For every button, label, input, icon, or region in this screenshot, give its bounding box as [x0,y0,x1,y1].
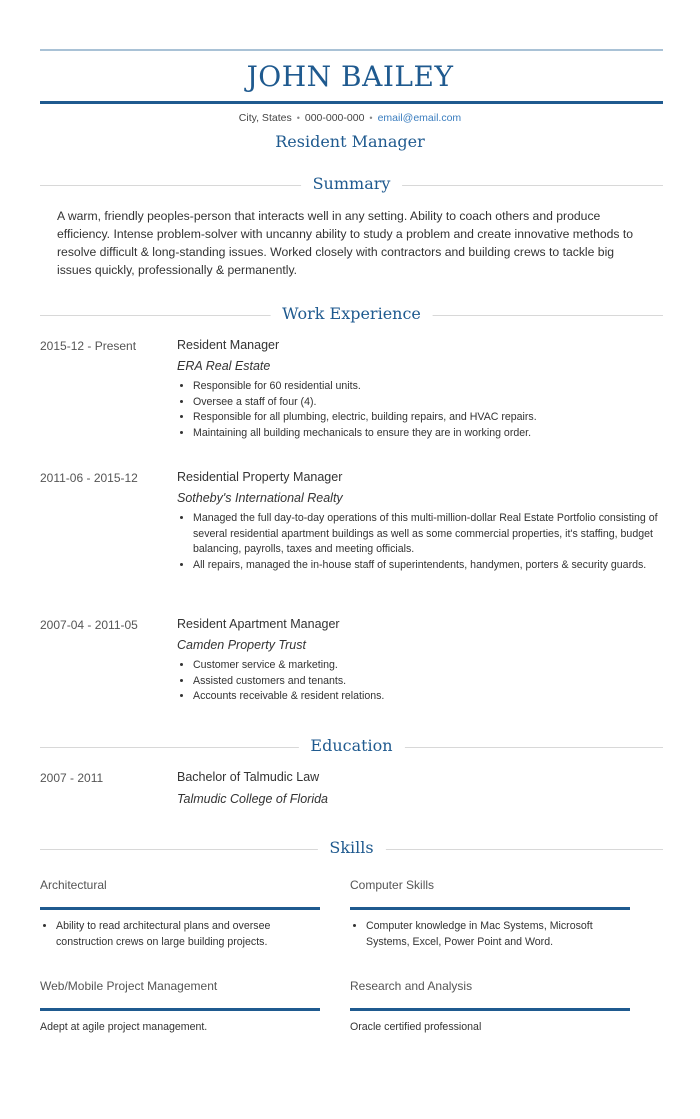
name-underline [40,101,663,104]
list-item: • Oversee a staff of four (4). [193,395,683,411]
work-experience-heading [40,304,663,326]
summary-text: A warm, friendly peoples-person that interacts well in any setting. Ability to coach others and produce efficiency. Intense problem-solver with uncanny ability to study a problem and create innovative methods to resolve difficult & long-standing issues. Worked closely with contractors and building crews to tackle big issues quickly, professionally & permanently. [57,209,634,277]
education-dates: 2007 - 2011 [40,771,104,785]
list-item: • Responsible for 60 residential units. [193,379,683,395]
education-heading-label: Education [298,736,404,755]
skill-description: Adept at agile project management. [40,1021,208,1033]
list-item: • Accounts receivable & resident relations. [193,689,683,705]
separator-dot-icon: • [296,113,300,123]
list-item: • All repairs, managed the in-house staff of superintendents, handymen, porters & security guards. [193,558,683,574]
summary-heading-label: Summary [301,174,403,193]
skill-name: Web/Mobile Project Management [40,979,218,993]
list-item: • Computer knowledge in Mac Systems, Microsoft Systems, Excel, Power Point and Word. [366,919,636,950]
list-item: • Maintaining all building mechanicals to ensure they are in working order. [193,426,683,442]
contact-city: City, States [238,112,292,124]
skill-name: Research and Analysis [350,979,473,993]
top-divider [40,49,663,51]
contact-email-link[interactable]: email@email.com [377,112,462,124]
list-item: • Responsible for all plumbing, electric, building repairs, and HVAC repairs. [193,410,683,426]
list-item: • Managed the full day-to-day operations of this multi-million-dollar Real Estate Portfolio consisting of several residential apartment buildings as well as some commercial properties, it's staffing, budget balancing, payrolls, taxes and meeting officials. [193,511,683,558]
job-company: Sotheby's International Realty [177,491,343,505]
list-item: • Ability to read architectural plans and oversee construction crews on large building projects. [56,919,326,950]
list-item: • Assisted customers and tenants. [193,674,683,690]
skill-bar [350,1008,630,1011]
education-school: Talmudic College of Florida [177,792,329,806]
summary-heading [40,174,663,196]
job-dates: 2007-04 - 2011-05 [40,618,138,632]
job-company: ERA Real Estate [177,359,271,373]
job-bullets [177,379,683,441]
job-role: Resident Apartment Manager [177,617,340,631]
list-item: • Customer service & marketing. [193,658,683,674]
skill-bar [40,1008,320,1011]
job-bullets [177,658,683,705]
skill-name: Architectural [40,878,107,892]
skill-bar [350,907,630,910]
job-bullets [177,511,683,573]
contact-phone: 000-000-000 [304,112,365,124]
work-experience-heading-label: Work Experience [270,304,433,323]
skill-bar [40,907,320,910]
skill-description: Oracle certified professional [350,1021,482,1033]
job-dates: 2015-12 - Present [40,339,137,353]
separator-dot-icon: • [369,113,373,123]
job-company: Camden Property Trust [177,638,306,652]
education-heading [40,736,663,758]
contact-line [0,112,700,124]
education-degree: Bachelor of Talmudic Law [177,770,320,784]
skill-bullets [40,919,326,950]
skills-heading [40,838,663,860]
candidate-name: JOHN BAILEY [246,60,454,93]
skills-heading-label: Skills [317,838,385,857]
skill-name: Computer Skills [350,878,435,892]
job-role: Resident Manager [177,338,280,352]
skill-bullets [350,919,636,950]
job-role: Residential Property Manager [177,470,343,484]
job-title: Resident Manager [275,132,425,151]
job-dates: 2011-06 - 2015-12 [40,471,138,485]
